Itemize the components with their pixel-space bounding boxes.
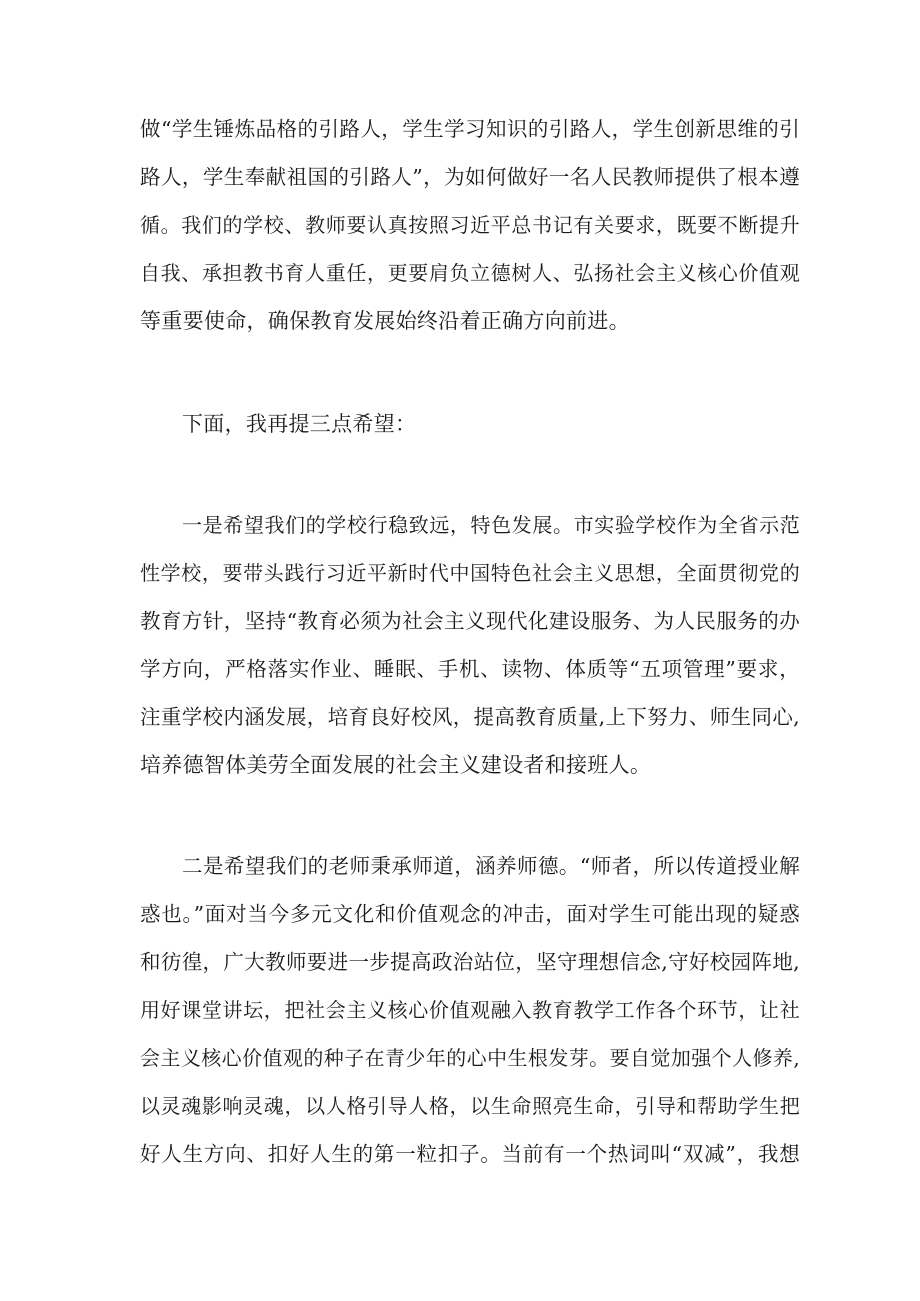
paragraph-4-line-2: 惑也。”面对当今多元文化和价值观念的冲击，面对学生可能出现的疑惑 [140, 902, 800, 926]
paragraph-3-line-1: 一是希望我们的学校行稳致远，特色发展。市实验学校作为全省示范 [182, 513, 800, 537]
paragraph-1-line-1: 做“学生锤炼品格的引路人，学生学习知识的引路人，学生创新思维的引 [140, 117, 800, 141]
paragraph-4-line-3: 和彷徨，广大教师要进一步提高政治站位，坚守理想信念,守好校园阵地, [140, 950, 800, 974]
paragraph-3-line-4: 学方向，严格落实作业、睡眠、手机、读物、体质等“五项管理”要求， [140, 657, 800, 681]
paragraph-3-line-3: 教育方针，坚持“教育必须为社会主义现代化建设服务、为人民服务的办 [140, 609, 800, 633]
paragraph-1-line-4: 自我、承担教书育人重任，更要肩负立德树人、弘扬社会主义核心价值观 [140, 261, 800, 285]
paragraph-1-line-2: 路人，学生奉献祖国的引路人”，为如何做好一名人民教师提供了根本遵 [140, 165, 800, 189]
paragraph-4-line-6: 以灵魂影响灵魂，以人格引导人格，以生命照亮生命，引导和帮助学生把 [140, 1094, 800, 1118]
paragraph-2-line-1: 下面，我再提三点希望： [182, 412, 417, 436]
paragraph-4-line-5: 会主义核心价值观的种子在青少年的心中生根发芽。要自觉加强个人修养, [140, 1046, 800, 1070]
paragraph-4-line-7: 好人生方向、扣好人生的第一粒扣子。当前有一个热词叫“双减”，我想 [140, 1142, 800, 1166]
paragraph-3-line-6: 培养德智体美劳全面发展的社会主义建设者和接班人。 [140, 753, 652, 777]
paragraph-3-line-5: 注重学校内涵发展，培育良好校风，提高教育质量,上下努力、师生同心, [140, 705, 800, 729]
paragraph-1-line-5: 等重要使命，确保教育发展始终沿着正确方向前进。 [140, 309, 630, 333]
paragraph-4-line-4: 用好课堂讲坛，把社会主义核心价值观融入教育教学工作各个环节，让社 [140, 998, 800, 1022]
paragraph-1-line-3: 循。我们的学校、教师要认真按照习近平总书记有关要求，既要不断提升 [140, 213, 800, 237]
paragraph-3-line-2: 性学校，要带头践行习近平新时代中国特色社会主义思想，全面贯彻党的 [140, 561, 800, 585]
paragraph-4-line-1: 二是希望我们的老师秉承师道，涵养师德。“师者，所以传道授业解 [182, 854, 800, 878]
